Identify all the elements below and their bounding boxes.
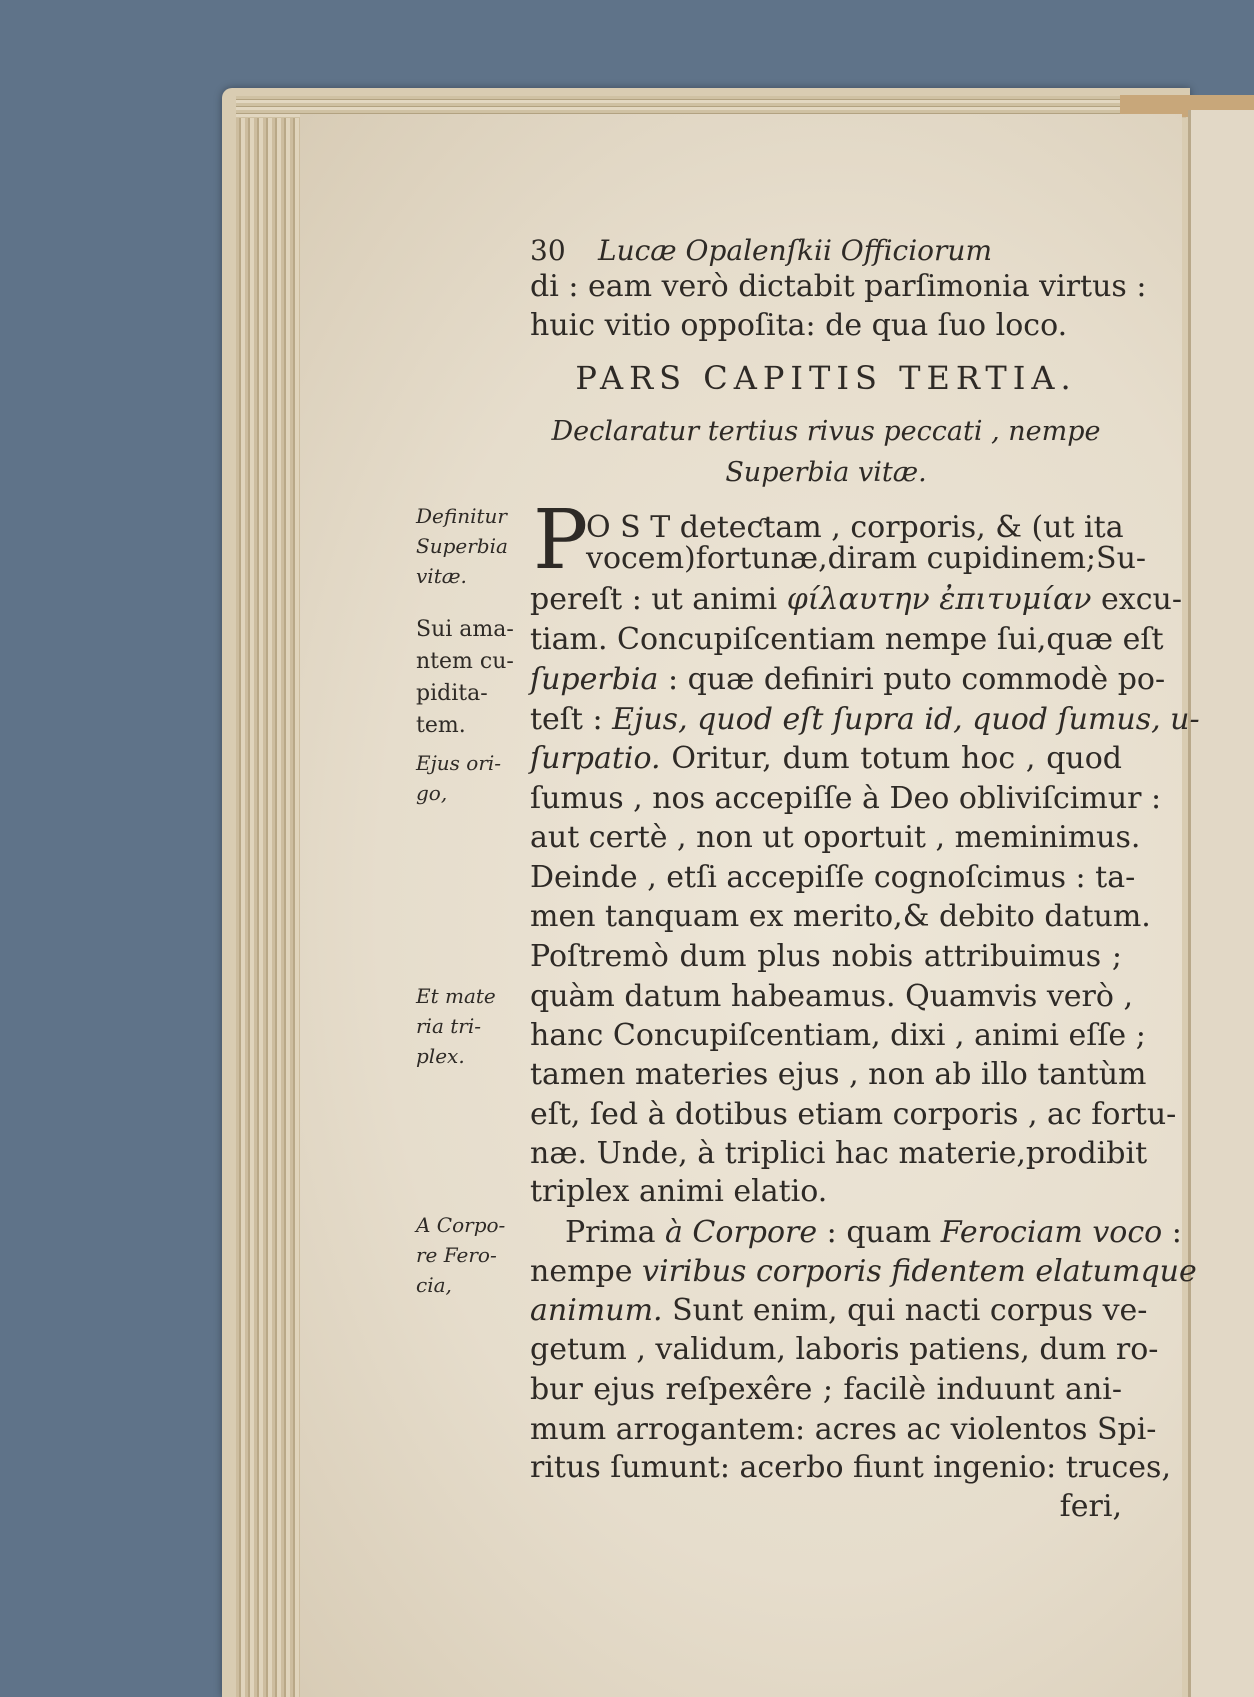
text-line xyxy=(530,1254,1197,1290)
page-number: 30 xyxy=(530,234,566,267)
text-segment: viribus corporis fidentem elatumque xyxy=(642,1254,1197,1289)
text-segment: ritus ſumunt: acerbo fiunt ingenio: truces, xyxy=(530,1450,1171,1485)
text-segment: nempe xyxy=(530,1254,643,1289)
text-line xyxy=(530,622,1164,658)
page-edges-left xyxy=(236,100,306,1697)
text-segment: ſumus , nos accepiſſe à Deo obliviſcimur : xyxy=(530,781,1162,816)
text-segment: Prima xyxy=(565,1215,665,1250)
text-segment: O S T deteƈtam , corporis, & (ut ita xyxy=(586,510,1124,545)
facing-page-sliver xyxy=(1188,110,1254,1697)
text-line xyxy=(530,939,1122,975)
text-segment: huic vitio oppoſita: de qua ſuo loco. xyxy=(530,308,1068,343)
margin-note: re Fero- xyxy=(416,1243,497,1267)
text-segment: Deinde , etſi accepiſſe cognoſcimus : ta- xyxy=(530,860,1136,895)
margin-note: A Corpo- xyxy=(416,1213,506,1237)
text-segment: : xyxy=(1162,1215,1182,1250)
text-segment: Poſtremò dum plus nobis attribuimus ; xyxy=(530,939,1122,974)
text-line xyxy=(530,979,1134,1015)
margin-note: Sui ama- xyxy=(416,617,514,642)
text-segment: feri, xyxy=(1059,1489,1122,1524)
text-line xyxy=(530,662,1166,698)
text-segment: ſuperbia xyxy=(530,662,659,697)
text-segment: φίλαυτην ἐπιτυμίαν xyxy=(786,582,1092,617)
text-segment: Ejus, quod eſt ſupra id, quod ſumus, u- xyxy=(612,702,1200,737)
text-line xyxy=(530,582,1182,618)
text-line xyxy=(565,1215,1182,1251)
text-segment: ſurpatio. xyxy=(530,741,661,776)
text-line xyxy=(530,1174,1122,1210)
text-line xyxy=(530,860,1136,896)
text-line xyxy=(530,308,1122,344)
drop-cap: P xyxy=(533,493,589,588)
margin-note: pidita- xyxy=(416,681,488,706)
margin-note: ntem cu- xyxy=(416,649,514,674)
margin-note: Definitur xyxy=(416,504,507,528)
text-segment: men tanquam ex merito,& debito datum. xyxy=(530,899,1151,934)
text-line xyxy=(530,1412,1157,1448)
text-segment: tamen materies ejus , non ab illo tantùm xyxy=(530,1057,1147,1092)
text-segment: : quam xyxy=(817,1215,941,1250)
text-line xyxy=(530,1293,1148,1329)
text-segment: pereſt : ut animi xyxy=(530,582,787,617)
section-subtitle-line-1: Declaratur tertius rivus peccati , nempe xyxy=(551,416,1101,447)
text-segment: mum arrogantem: acres ac violentos Spi- xyxy=(530,1412,1157,1447)
text-segment: aut certè , non ut oportuit , meminimus. xyxy=(530,820,1141,855)
text-segment: di : eam verò dictabit parſimonia virtus : xyxy=(530,269,1147,304)
text-line xyxy=(530,1489,1122,1525)
text-line xyxy=(530,1136,1148,1172)
text-segment: : quæ definiri puto commodè po- xyxy=(658,662,1166,697)
text-segment: teſt : xyxy=(530,702,613,737)
text-segment: tiam. Concupiſcentiam nempe ſui,quæ eſt xyxy=(530,622,1164,657)
text-segment: Oritur, dum totum hoc , quod xyxy=(660,741,1122,776)
text-line xyxy=(530,781,1162,817)
margin-note: go, xyxy=(416,781,448,805)
margin-note: plex. xyxy=(416,1044,465,1068)
text-segment: excu- xyxy=(1091,582,1182,617)
text-line xyxy=(530,1332,1159,1368)
text-line xyxy=(530,820,1141,856)
text-segment: triplex animi elatio. xyxy=(530,1174,828,1209)
text-line xyxy=(530,899,1151,935)
text-segment: quàm datum habeamus. Quamvis verò , xyxy=(530,979,1134,1014)
text-line xyxy=(530,702,1200,738)
margin-note: vitæ. xyxy=(416,564,467,588)
text-line xyxy=(530,1450,1171,1486)
margin-note: Ejus ori- xyxy=(416,751,502,775)
text-line xyxy=(530,1372,1122,1408)
text-segment: getum , validum, laboris patiens, dum ro- xyxy=(530,1332,1159,1367)
section-heading: PARS CAPITIS TERTIA. xyxy=(575,359,1077,397)
margin-note: Et mate xyxy=(416,984,496,1008)
text-line xyxy=(586,541,1147,577)
running-title: Lucæ Opalenſkii Officiorum xyxy=(598,234,993,267)
text-line xyxy=(530,1097,1177,1133)
margin-note: cia, xyxy=(416,1273,452,1297)
text-segment: eſt, ſed à dotibus etiam corporis , ac fortu- xyxy=(530,1097,1177,1132)
margin-note: tem. xyxy=(416,713,466,738)
margin-note: ria tri- xyxy=(416,1014,481,1038)
text-line xyxy=(530,269,1147,305)
text-segment: hanc Concupiſcentiam, dixi , animi eſſe ; xyxy=(530,1018,1146,1053)
text-segment: bur ejus reſpexêre ; facilè induunt ani- xyxy=(530,1372,1122,1407)
text-segment: vocem)fortunæ,diram cupidinem;Su- xyxy=(586,541,1147,576)
text-segment: Ferociam voco xyxy=(940,1215,1163,1250)
margin-note: Superbia xyxy=(416,534,508,558)
text-line xyxy=(530,741,1122,777)
text-segment: næ. Unde, à triplici hac materie,prodibit xyxy=(530,1136,1148,1171)
text-segment: Sunt enim, qui nacti corpus ve- xyxy=(662,1293,1148,1328)
text-line xyxy=(530,1057,1147,1093)
text-line xyxy=(530,1018,1146,1054)
section-subtitle-line-2: Superbia vitæ. xyxy=(725,457,927,488)
text-segment: animum. xyxy=(530,1293,663,1328)
text-segment: à Corpore xyxy=(665,1215,818,1250)
